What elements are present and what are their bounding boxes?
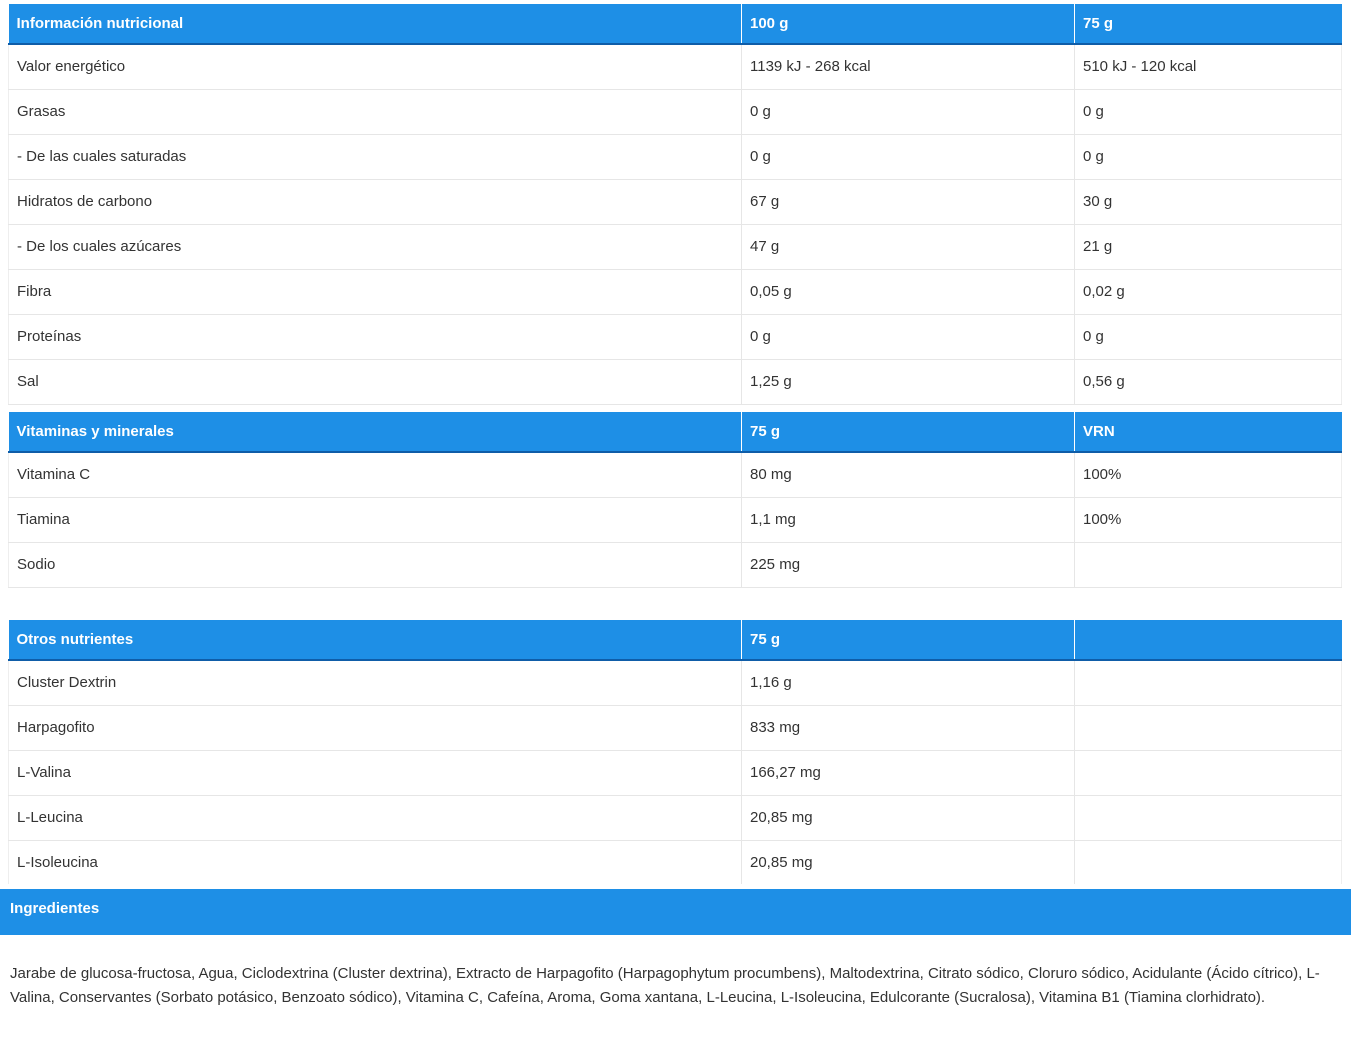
nutrient-name: Proteínas [9,314,742,359]
header-cell: 75 g [742,412,1075,452]
table-row [9,840,1342,884]
table-row [9,179,1342,224]
table-row [9,44,1342,89]
table-row [9,314,1342,359]
nutrient-value: 225 mg [742,542,1075,587]
nutrient-value: 21 g [1075,224,1342,269]
nutrient-value: 0 g [742,134,1075,179]
nutrient-value: 30 g [1075,179,1342,224]
nutrient-value: 0,56 g [1075,359,1342,404]
nutrient-name: - De las cuales saturadas [9,134,742,179]
nutrient-name: Harpagofito [9,705,742,750]
table-row [9,795,1342,840]
header-cell: 75 g [742,620,1075,660]
table-row [9,134,1342,179]
nutrient-name: Cluster Dextrin [9,660,742,705]
nutrient-value: 1,16 g [742,660,1075,705]
nutrient-name: Tiamina [9,497,742,542]
table-row [9,359,1342,404]
nutrient-name: Hidratos de carbono [9,179,742,224]
nutrient-name: Grasas [9,89,742,134]
nutrient-value: 510 kJ - 120 kcal [1075,44,1342,89]
nutrient-name: Valor energético [9,44,742,89]
nutrient-value: 1,1 mg [742,497,1075,542]
vitamins-table [8,412,1342,588]
nutrient-value [1075,795,1342,840]
table-header-row [9,412,1342,452]
nutrient-value: 1139 kJ - 268 kcal [742,44,1075,89]
header-cell: Vitaminas y minerales [9,412,742,452]
table-row [9,497,1342,542]
table-row [9,750,1342,795]
table-row [9,705,1342,750]
nutrient-name: Sal [9,359,742,404]
table-row [9,660,1342,705]
table-row [9,89,1342,134]
nutrient-name: L-Leucina [9,795,742,840]
nutrient-value [1075,542,1342,587]
nutrient-name: Vitamina C [9,452,742,497]
nutrition-table [8,4,1342,405]
other-nutrients-table [8,620,1342,884]
header-cell: Otros nutrientes [9,620,742,660]
nutrient-value: 0,02 g [1075,269,1342,314]
nutrient-value: 100% [1075,497,1342,542]
table-header-row [9,4,1342,44]
nutrient-value: 47 g [742,224,1075,269]
nutrient-value [1075,705,1342,750]
ingredients-text: Jarabe de glucosa-fructosa, Agua, Ciclodextrina (Cluster dextrina), Extracto de Harpagofito (Harpagophytum procumbens), Maltodextrina, Citrato sódico, Cloruro sódico, Acidulante (Ácido cítrico), L-Valina, Conservantes (Sorbato potásico, Benzoato sódico), Vitamina C, Cafeína, Aroma, Goma xantana, L-Leucina, L-Isoleucina, Edulcorante (Sucralosa), Vitamina B1 (Tiamina clorhidrato). [10,965,1320,1006]
ingredients-header: Ingredientes [0,889,1351,935]
nutrient-value: 0,05 g [742,269,1075,314]
header-cell: Información nutricional [9,4,742,44]
nutrient-name: Fibra [9,269,742,314]
nutrient-value: 67 g [742,179,1075,224]
nutrient-value: 1,25 g [742,359,1075,404]
nutrient-value: 0 g [742,314,1075,359]
nutrient-value: 0 g [1075,134,1342,179]
nutrient-value: 166,27 mg [742,750,1075,795]
header-cell: VRN [1075,412,1342,452]
header-cell: 75 g [1075,4,1342,44]
nutrient-value: 0 g [1075,314,1342,359]
nutrient-name: - De los cuales azúcares [9,224,742,269]
table-row [9,269,1342,314]
nutrient-name: Sodio [9,542,742,587]
nutrient-value [1075,750,1342,795]
table-row [9,452,1342,497]
nutrient-value: 833 mg [742,705,1075,750]
nutrient-name: L-Valina [9,750,742,795]
nutrient-value [1075,840,1342,884]
header-cell [1075,620,1342,660]
nutrient-name: L-Isoleucina [9,840,742,884]
nutrient-value: 80 mg [742,452,1075,497]
table-row [9,224,1342,269]
table-header-row [9,620,1342,660]
nutrient-value: 0 g [742,89,1075,134]
nutrient-value: 100% [1075,452,1342,497]
nutrient-value: 20,85 mg [742,795,1075,840]
nutrient-value [1075,660,1342,705]
nutrient-value: 20,85 mg [742,840,1075,884]
nutrient-value: 0 g [1075,89,1342,134]
table-row [9,542,1342,587]
header-cell: 100 g [742,4,1075,44]
